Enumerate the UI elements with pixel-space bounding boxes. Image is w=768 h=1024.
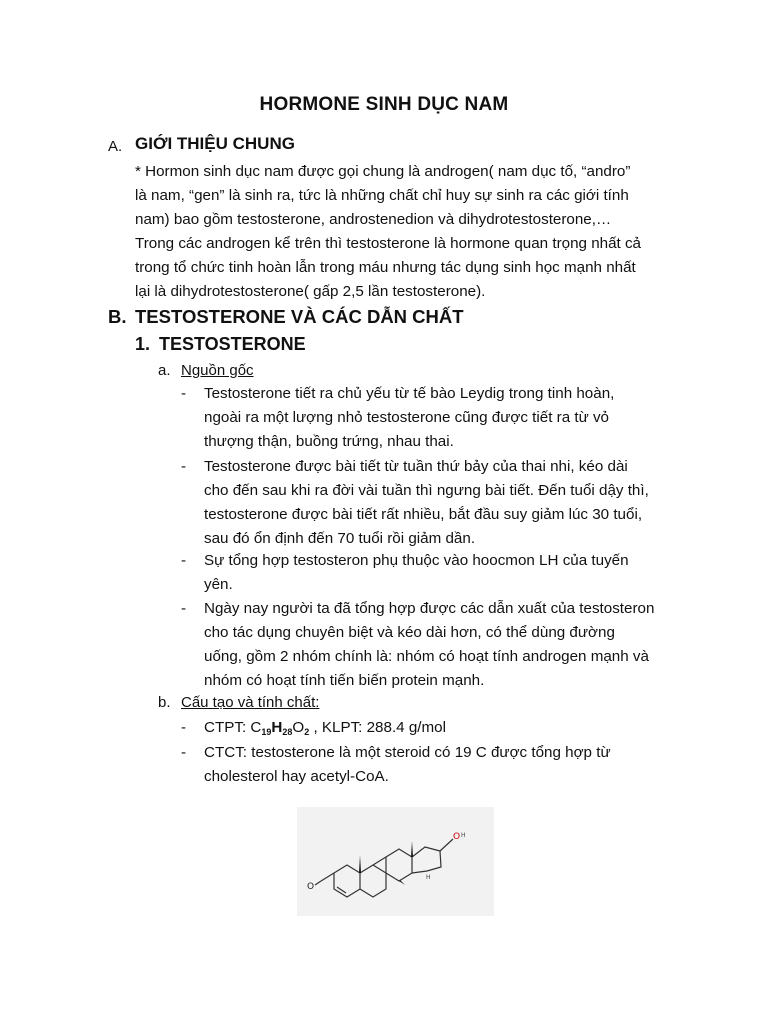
bullet-line: cholesterol hay acetyl-CoA. <box>204 768 389 785</box>
section-a-label: A. <box>108 138 123 155</box>
paragraph-line: trong tổ chức tinh hoàn lẫn trong máu nhưng tác dụng sinh học mạnh nhất <box>135 259 636 276</box>
subsection-b-title: Cấu tạo và tính chất: <box>181 694 320 711</box>
section-b-label: B. <box>108 306 127 327</box>
bullet-line: nhóm có hoạt tính tiến biến protein mạnh. <box>204 672 485 689</box>
bullet-line: Testosterone được bài tiết từ tuần thứ bảy của thai nhi, kéo dài <box>204 458 628 475</box>
paragraph-line: nam) bao gồm testosterone, androstenedion và dihydrotestosterone,… <box>135 211 612 228</box>
section-b-heading <box>108 306 464 328</box>
atom-label-ring-h: H <box>426 874 431 881</box>
paragraph-line: là nam, “gen” là sinh ra, tức là những chất chỉ huy sự sinh ra các giới tính <box>135 187 629 204</box>
bullet-dash: - <box>181 744 187 761</box>
subsection-1-heading <box>135 334 306 355</box>
bullet-line: CTCT: testosterone là một steroid có 19 C được tổng hợp từ <box>204 744 611 761</box>
ring-d <box>412 847 441 873</box>
section-b-title: TESTOSTERONE VÀ CÁC DẪN CHẤT <box>135 306 464 327</box>
bullet-line: Ngày nay người ta đã tổng hợp được các dẫn xuất của testosteron <box>204 600 655 617</box>
subsection-1-label: 1. <box>135 334 151 354</box>
page-title: HORMONE SINH DỤC NAM <box>259 94 509 115</box>
bullet-line: Sự tổng hợp testosteron phụ thuộc vào hoocmon LH của tuyến <box>204 552 629 569</box>
carbonyl-bond <box>315 881 321 885</box>
subscript-c: 19 <box>261 727 272 737</box>
ctpt-suffix: , KLPT: 288.4 g/mol <box>309 719 446 736</box>
section-a-paragraph <box>135 160 675 304</box>
bullet-dash: - <box>181 719 187 736</box>
atom-label-o: O <box>307 882 315 892</box>
ring-a <box>321 865 360 897</box>
atom-label-oh: O <box>453 832 461 842</box>
ctpt-prefix: CTPT: C <box>204 719 262 736</box>
atom-label-h: H <box>461 832 466 839</box>
bullet-line: Testosterone tiết ra chủ yếu từ tế bào Leydig trong tinh hoàn, <box>204 385 615 402</box>
bullet-dash: - <box>181 385 187 402</box>
bullet-dash: - <box>181 600 187 617</box>
bullet-line: ngoài ra một lượng nhỏ testosterone cũng được tiết ra từ vỏ <box>204 409 610 426</box>
steroid-skeleton-svg <box>297 807 494 916</box>
bullet-line: sau đó ổn định đến 70 tuổi rồi giảm dần. <box>204 530 476 547</box>
subsection-b-label: b. <box>158 694 171 711</box>
subscript-o: 2 <box>304 727 310 737</box>
paragraph-line: Trong các androgen kể trên thì testosterone là hormone quan trọng nhất cả <box>135 235 642 252</box>
atom-h: H <box>271 719 283 736</box>
section-a-heading: GIỚI THIỆU CHUNG <box>135 134 295 153</box>
bullet-line: testosterone được bài tiết rất nhiều, bắt đầu suy giảm lúc 30 tuổi, <box>204 506 643 523</box>
subscript-h: 28 <box>282 727 293 737</box>
methyl-wedge <box>359 855 361 873</box>
paragraph-line: * Hormon sinh dục nam được gọi chung là androgen( nam dục tố, “andro” <box>135 163 631 180</box>
subsection-1-title: TESTOSTERONE <box>159 334 306 354</box>
bullet-line: cho tác dụng chuyên biệt và kéo dài hơn, có thể dùng đường <box>204 624 615 641</box>
atom-o: O <box>292 719 305 736</box>
bullet-dash: - <box>181 552 187 569</box>
testosterone-structure-figure <box>297 807 494 916</box>
bullet-line: uống, gồm 2 nhóm chính là: nhóm có hoạt tính androgen mạnh và <box>204 648 649 665</box>
bullet-line: yên. <box>204 576 233 593</box>
h-wedge <box>399 880 405 885</box>
bullet-line: thượng thận, buồng trứng, nhau thai. <box>204 433 454 450</box>
subsection-a-title: Nguồn gốc <box>181 362 254 379</box>
bullet-line: cho đến sau khi ra đời vài tuần thì ngưng bài tiết. Đến tuổi dậy thì, <box>204 482 649 499</box>
ring-b <box>360 865 386 897</box>
ring-c <box>373 849 412 881</box>
subsection-a-label: a. <box>158 362 171 379</box>
methyl-wedge <box>411 841 413 857</box>
ctpt-formula <box>204 716 446 744</box>
hydroxyl-bond <box>440 839 453 851</box>
paragraph-line: lại là dihydrotestosterone( gấp 2,5 lần testosterone). <box>135 283 486 300</box>
bullet-dash: - <box>181 458 187 475</box>
